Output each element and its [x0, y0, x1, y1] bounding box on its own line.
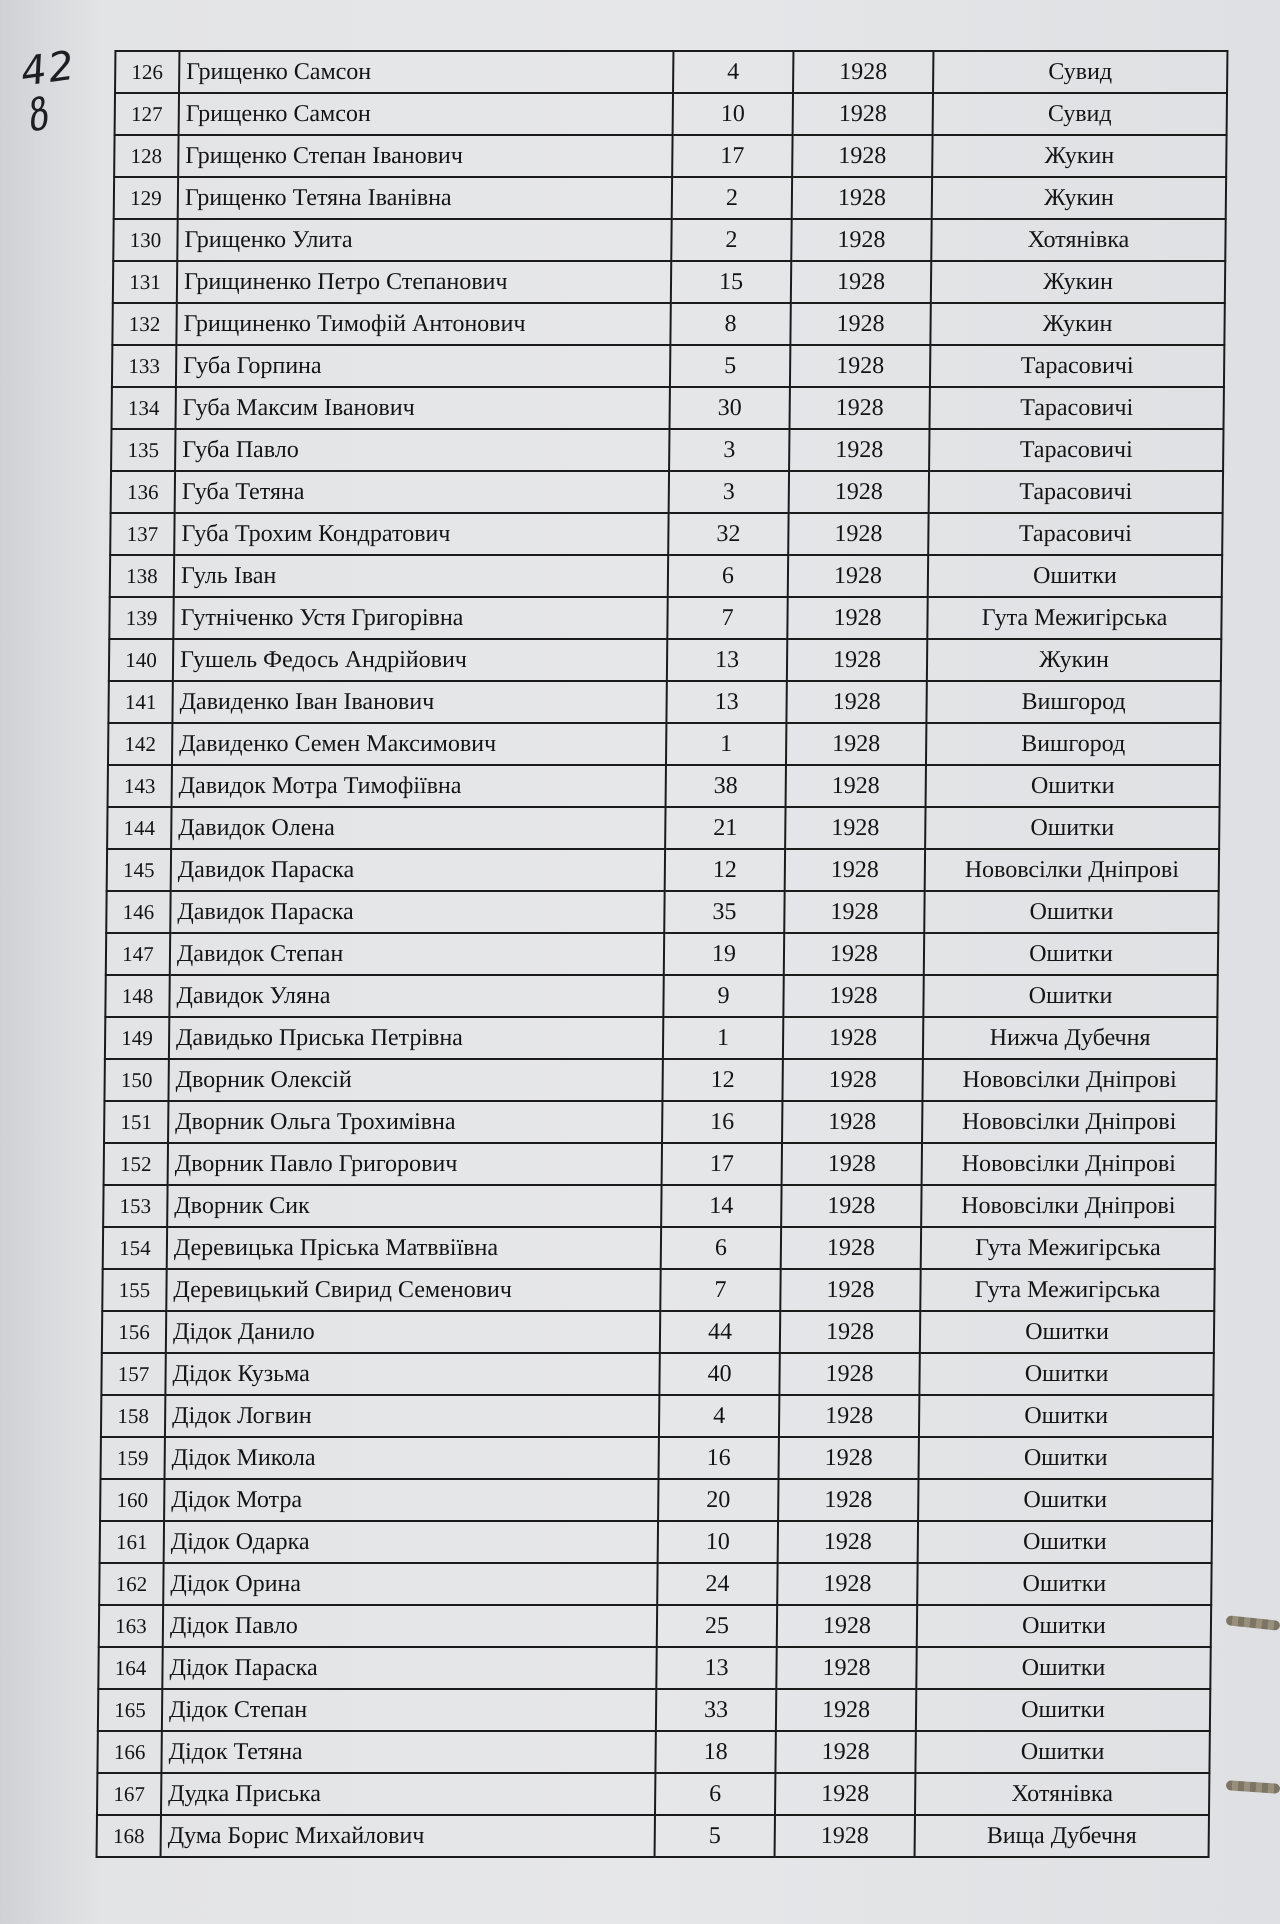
person-name-cell: Грищенко Улита [177, 219, 671, 261]
village-cell: Гута Межигірська [920, 1269, 1214, 1311]
person-name-cell: Губа Горпина [176, 345, 670, 387]
age-cell: 1 [663, 1017, 783, 1059]
age-cell: 7 [667, 597, 787, 639]
row-number-cell: 128 [114, 135, 178, 177]
person-name-cell: Гуль Іван [174, 555, 668, 597]
age-cell: 20 [658, 1479, 778, 1521]
row-number-cell: 134 [111, 387, 175, 429]
row-number-cell: 161 [100, 1521, 164, 1563]
row-number-cell: 155 [102, 1269, 166, 1311]
table-row [114, 177, 1226, 219]
row-number-cell: 131 [113, 261, 177, 303]
table-row [101, 1437, 1213, 1479]
year-cell: 1928 [776, 1647, 916, 1689]
age-cell: 32 [668, 513, 788, 555]
village-cell: Ошитки [925, 807, 1219, 849]
person-name-cell: Дворник Павло Григорович [168, 1143, 662, 1185]
person-name-cell: Дідок Степан [162, 1689, 656, 1731]
table-row [104, 1101, 1216, 1143]
village-cell: Ошитки [917, 1563, 1211, 1605]
village-cell: Нововсілки Дніпрові [922, 1059, 1216, 1101]
village-cell: Сувид [933, 93, 1227, 135]
village-cell: Нововсілки Дніпрові [922, 1101, 1216, 1143]
table-row [103, 1185, 1215, 1227]
row-number-cell: 147 [106, 933, 170, 975]
person-name-cell: Дудка Приська [161, 1773, 655, 1815]
age-cell: 16 [659, 1437, 779, 1479]
age-cell: 6 [668, 555, 788, 597]
table-row [108, 765, 1220, 807]
row-number-cell: 138 [110, 555, 174, 597]
table-row [111, 429, 1223, 471]
age-cell: 21 [665, 807, 785, 849]
table-row [114, 135, 1226, 177]
row-number-cell: 164 [98, 1647, 162, 1689]
year-cell: 1928 [775, 1773, 915, 1815]
row-number-cell: 130 [113, 219, 177, 261]
village-cell: Жукин [931, 261, 1225, 303]
age-cell: 1 [666, 723, 786, 765]
village-cell: Гута Межигірська [921, 1227, 1215, 1269]
table-row [105, 975, 1217, 1017]
table-row [104, 1059, 1216, 1101]
age-cell: 7 [660, 1269, 780, 1311]
village-cell: Ошитки [919, 1353, 1213, 1395]
year-cell: 1928 [779, 1353, 919, 1395]
year-cell: 1928 [793, 93, 933, 135]
person-name-cell: Грищенко Тетяна Іванівна [178, 177, 672, 219]
person-name-cell: Губа Павло [175, 429, 669, 471]
village-cell: Тарасовичі [929, 387, 1223, 429]
village-cell: Нижча Дубечня [923, 1017, 1217, 1059]
village-cell: Тарасовичі [929, 429, 1223, 471]
person-name-cell: Давиденко Іван Іванович [172, 681, 666, 723]
age-cell: 16 [662, 1101, 782, 1143]
table-row [98, 1689, 1210, 1731]
table-row [112, 345, 1224, 387]
village-cell: Ошитки [923, 975, 1217, 1017]
table-row [109, 639, 1221, 681]
row-number-cell: 148 [105, 975, 169, 1017]
year-cell: 1928 [783, 975, 923, 1017]
table-row [97, 1773, 1209, 1815]
person-name-cell: Дворник Сик [167, 1185, 661, 1227]
row-number-cell: 152 [104, 1143, 168, 1185]
year-cell: 1928 [790, 303, 930, 345]
village-cell: Ошитки [920, 1311, 1214, 1353]
age-cell: 25 [657, 1605, 777, 1647]
row-number-cell: 127 [115, 93, 179, 135]
row-number-cell: 156 [102, 1311, 166, 1353]
row-number-cell: 129 [114, 177, 178, 219]
row-number-cell: 158 [101, 1395, 165, 1437]
table-row [115, 93, 1227, 135]
village-cell: Тарасовичі [929, 471, 1223, 513]
age-cell: 13 [656, 1647, 776, 1689]
year-cell: 1928 [791, 261, 931, 303]
row-number-cell: 142 [108, 723, 172, 765]
age-cell: 12 [662, 1059, 782, 1101]
row-number-cell: 168 [97, 1815, 161, 1857]
village-cell: Ошитки [924, 933, 1218, 975]
year-cell: 1928 [789, 429, 929, 471]
row-number-cell: 132 [112, 303, 176, 345]
person-name-cell: Грищиненко Тимофій Антонович [176, 303, 670, 345]
person-name-cell: Грищенко Степан Іванович [178, 135, 672, 177]
year-cell: 1928 [786, 681, 926, 723]
person-name-cell: Грищенко Самсон [179, 93, 673, 135]
person-name-cell: Деревицький Свирид Семенович [166, 1269, 660, 1311]
person-name-cell: Гушель Федось Андрійович [173, 639, 667, 681]
row-number-cell: 143 [108, 765, 172, 807]
year-cell: 1928 [777, 1563, 917, 1605]
age-cell: 13 [666, 681, 786, 723]
village-cell: Хотянівка [931, 219, 1225, 261]
table-row [107, 849, 1219, 891]
village-cell: Ошитки [926, 765, 1220, 807]
table-row [105, 1017, 1217, 1059]
age-cell: 24 [657, 1563, 777, 1605]
person-name-cell: Давидок Олена [171, 807, 665, 849]
table-row [112, 303, 1224, 345]
age-cell: 19 [664, 933, 784, 975]
row-number-cell: 157 [101, 1353, 165, 1395]
year-cell: 1928 [785, 807, 925, 849]
table-row [108, 723, 1220, 765]
records-table [96, 50, 1229, 1858]
row-number-cell: 145 [107, 849, 171, 891]
person-name-cell: Дідок Микола [165, 1437, 659, 1479]
year-cell: 1928 [783, 1017, 923, 1059]
records-table-body [97, 51, 1228, 1857]
table-row [106, 933, 1218, 975]
person-name-cell: Давидок Параска [171, 849, 665, 891]
village-cell: Вища Дубечня [915, 1815, 1209, 1857]
table-row [110, 513, 1222, 555]
person-name-cell: Давидок Степан [170, 933, 664, 975]
age-cell: 5 [670, 345, 790, 387]
row-number-cell: 137 [110, 513, 174, 555]
age-cell: 3 [669, 429, 789, 471]
age-cell: 3 [669, 471, 789, 513]
year-cell: 1928 [781, 1227, 921, 1269]
row-number-cell: 167 [97, 1773, 161, 1815]
person-name-cell: Губа Тетяна [175, 471, 669, 513]
year-cell: 1928 [778, 1521, 918, 1563]
row-number-cell: 154 [103, 1227, 167, 1269]
year-cell: 1928 [784, 933, 924, 975]
village-cell: Вишгород [926, 681, 1220, 723]
village-cell: Ошитки [918, 1479, 1212, 1521]
person-name-cell: Давидок Мотра Тимофіївна [172, 765, 666, 807]
village-cell: Вишгород [926, 723, 1220, 765]
person-name-cell: Губа Максим Іванович [175, 387, 669, 429]
person-name-cell: Дідок Кузьма [165, 1353, 659, 1395]
year-cell: 1928 [788, 555, 928, 597]
person-name-cell: Дідок Павло [163, 1605, 657, 1647]
village-cell: Ошитки [928, 555, 1222, 597]
table-row [102, 1311, 1214, 1353]
year-cell: 1928 [775, 1815, 915, 1857]
age-cell: 17 [672, 135, 792, 177]
village-cell: Нововсілки Дніпрові [921, 1185, 1215, 1227]
year-cell: 1928 [793, 51, 933, 93]
binding-thread-bottom [1226, 1780, 1280, 1794]
table-row [108, 681, 1220, 723]
age-cell: 6 [655, 1773, 775, 1815]
year-cell: 1928 [776, 1689, 916, 1731]
table-row [113, 261, 1225, 303]
age-cell: 10 [658, 1521, 778, 1563]
village-cell: Тарасовичі [930, 345, 1224, 387]
age-cell: 2 [671, 219, 791, 261]
row-number-cell: 162 [99, 1563, 163, 1605]
village-cell: Жукин [932, 135, 1226, 177]
year-cell: 1928 [792, 135, 932, 177]
year-cell: 1928 [787, 639, 927, 681]
row-number-cell: 163 [99, 1605, 163, 1647]
year-cell: 1928 [785, 849, 925, 891]
year-cell: 1928 [777, 1605, 917, 1647]
row-number-cell: 136 [111, 471, 175, 513]
table-row [103, 1227, 1215, 1269]
table-row [98, 1647, 1210, 1689]
table-row [109, 597, 1221, 639]
person-name-cell: Дідок Логвин [165, 1395, 659, 1437]
row-number-cell: 133 [112, 345, 176, 387]
row-number-cell: 141 [108, 681, 172, 723]
year-cell: 1928 [779, 1395, 919, 1437]
year-cell: 1928 [778, 1479, 918, 1521]
year-cell: 1928 [791, 219, 931, 261]
age-cell: 4 [659, 1395, 779, 1437]
row-number-cell: 126 [115, 51, 179, 93]
table-row [100, 1479, 1212, 1521]
table-row [100, 1521, 1212, 1563]
person-name-cell: Давидок Уляна [169, 975, 663, 1017]
row-number-cell: 151 [104, 1101, 168, 1143]
person-name-cell: Дідок Одарка [164, 1521, 658, 1563]
row-number-cell: 149 [105, 1017, 169, 1059]
person-name-cell: Дворник Олексій [168, 1059, 662, 1101]
age-cell: 40 [659, 1353, 779, 1395]
folio-text: 42 ზ [17, 42, 79, 142]
village-cell: Ошитки [916, 1689, 1210, 1731]
year-cell: 1928 [782, 1059, 922, 1101]
person-name-cell: Дворник Ольга Трохимівна [168, 1101, 662, 1143]
year-cell: 1928 [784, 891, 924, 933]
person-name-cell: Дума Борис Михайлович [161, 1815, 655, 1857]
row-number-cell: 139 [109, 597, 173, 639]
table-row [102, 1269, 1214, 1311]
age-cell: 12 [665, 849, 785, 891]
year-cell: 1928 [786, 723, 926, 765]
table-row [97, 1731, 1209, 1773]
table-row [113, 219, 1225, 261]
person-name-cell: Дідок Параска [162, 1647, 656, 1689]
person-name-cell: Грищенко Самсон [179, 51, 673, 93]
village-cell: Ошитки [919, 1437, 1213, 1479]
person-name-cell: Дідок Данило [166, 1311, 660, 1353]
year-cell: 1928 [780, 1269, 920, 1311]
age-cell: 8 [670, 303, 790, 345]
person-name-cell: Губа Трохим Кондратович [174, 513, 668, 555]
age-cell: 10 [673, 93, 793, 135]
person-name-cell: Дідок Мотра [164, 1479, 658, 1521]
year-cell: 1928 [782, 1143, 922, 1185]
table-row [104, 1143, 1216, 1185]
village-cell: Ошитки [916, 1647, 1210, 1689]
year-cell: 1928 [789, 387, 929, 429]
age-cell: 33 [656, 1689, 776, 1731]
person-name-cell: Давиденко Семен Максимович [172, 723, 666, 765]
row-number-cell: 160 [100, 1479, 164, 1521]
year-cell: 1928 [775, 1731, 915, 1773]
year-cell: 1928 [790, 345, 930, 387]
village-cell: Тарасовичі [928, 513, 1222, 555]
table-row [101, 1353, 1213, 1395]
row-number-cell: 146 [106, 891, 170, 933]
year-cell: 1928 [782, 1101, 922, 1143]
age-cell: 14 [661, 1185, 781, 1227]
village-cell: Ошитки [924, 891, 1218, 933]
village-cell: Ошитки [919, 1395, 1213, 1437]
year-cell: 1928 [781, 1185, 921, 1227]
age-cell: 17 [662, 1143, 782, 1185]
village-cell: Ошитки [918, 1521, 1212, 1563]
person-name-cell: Давидько Приська Петрівна [169, 1017, 663, 1059]
village-cell: Гута Межигірська [927, 597, 1221, 639]
row-number-cell: 140 [109, 639, 173, 681]
age-cell: 13 [667, 639, 787, 681]
table-row [115, 51, 1227, 93]
table-row [99, 1563, 1211, 1605]
binding-thread-top [1226, 1615, 1280, 1631]
table-row [111, 471, 1223, 513]
row-number-cell: 150 [104, 1059, 168, 1101]
row-number-cell: 166 [97, 1731, 161, 1773]
person-name-cell: Дідок Орина [163, 1563, 657, 1605]
table-row [97, 1815, 1209, 1857]
village-cell: Жукин [930, 303, 1224, 345]
table-row [111, 387, 1223, 429]
person-name-cell: Грищиненко Петро Степанович [177, 261, 671, 303]
village-cell: Жукин [932, 177, 1226, 219]
age-cell: 35 [664, 891, 784, 933]
year-cell: 1928 [787, 597, 927, 639]
person-name-cell: Давидок Параска [170, 891, 664, 933]
person-name-cell: Дідок Тетяна [161, 1731, 655, 1773]
age-cell: 2 [672, 177, 792, 219]
table-row [106, 891, 1218, 933]
table-row [110, 555, 1222, 597]
village-cell: Ошитки [915, 1731, 1209, 1773]
age-cell: 38 [666, 765, 786, 807]
row-number-cell: 135 [111, 429, 175, 471]
village-cell: Жукин [927, 639, 1221, 681]
row-number-cell: 153 [103, 1185, 167, 1227]
year-cell: 1928 [792, 177, 932, 219]
age-cell: 9 [663, 975, 783, 1017]
person-name-cell: Гутніченко Устя Григорівна [173, 597, 667, 639]
row-number-cell: 144 [107, 807, 171, 849]
age-cell: 6 [661, 1227, 781, 1269]
village-cell: Ошитки [917, 1605, 1211, 1647]
age-cell: 44 [660, 1311, 780, 1353]
age-cell: 15 [671, 261, 791, 303]
village-cell: Нововсілки Дніпрові [925, 849, 1219, 891]
village-cell: Хотянівка [915, 1773, 1209, 1815]
year-cell: 1928 [788, 513, 928, 555]
table-row [99, 1605, 1211, 1647]
year-cell: 1928 [780, 1311, 920, 1353]
age-cell: 4 [673, 51, 793, 93]
age-cell: 18 [655, 1731, 775, 1773]
person-name-cell: Деревицька Пріська Матввіївна [167, 1227, 661, 1269]
handwritten-folio-number [16, 40, 106, 142]
age-cell: 30 [669, 387, 789, 429]
age-cell: 5 [655, 1815, 775, 1857]
table-row [107, 807, 1219, 849]
village-cell: Сувид [933, 51, 1227, 93]
row-number-cell: 159 [101, 1437, 165, 1479]
row-number-cell: 165 [98, 1689, 162, 1731]
year-cell: 1928 [779, 1437, 919, 1479]
year-cell: 1928 [789, 471, 929, 513]
village-cell: Нововсілки Дніпрові [922, 1143, 1216, 1185]
year-cell: 1928 [786, 765, 926, 807]
table-row [101, 1395, 1213, 1437]
